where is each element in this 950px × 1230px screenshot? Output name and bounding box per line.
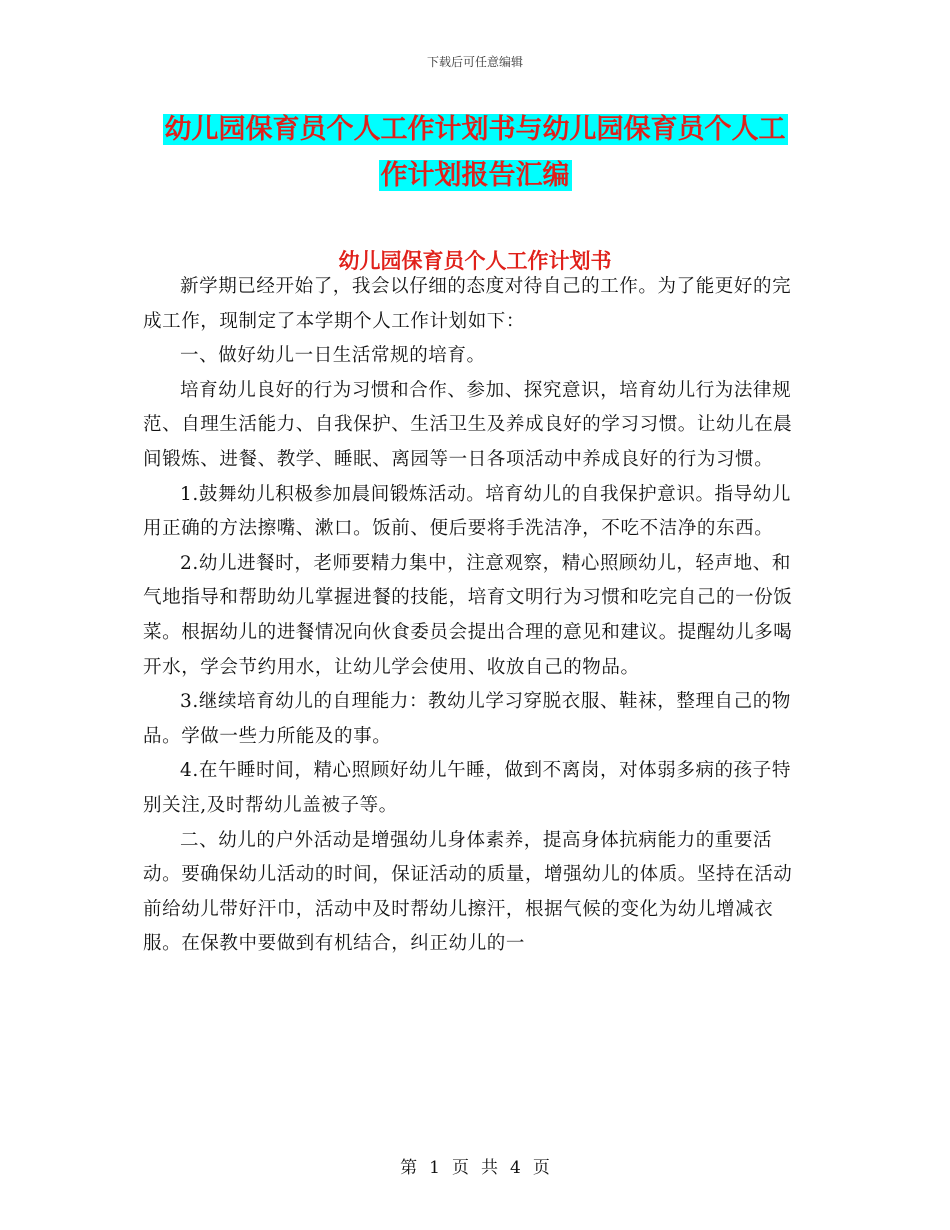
footer-label-total: 共 <box>481 1158 498 1178</box>
title-text-1: 幼儿园保育员个人工作计划书与幼儿园保育员个人工 <box>164 114 786 145</box>
section-title: 幼儿园保育员个人工作计划书 <box>338 248 612 273</box>
paragraph: 培育幼儿良好的行为习惯和合作、参加、探究意识，培育幼儿行为法律规范、自理生活能力、自我保护、生活卫生及养成良好的学习习惯。让幼儿在晨间锻炼、进餐、教学、睡眠、离园等一日各项活动中养成良好的行为习惯。 <box>143 379 793 470</box>
paragraph: 2.幼儿进餐时，老师要精力集中，注意观察，精心照顾幼儿，轻声地、和气地指导和帮助幼儿掌握进餐的技能，培育文明行为习惯和吃完自己的一份饭菜。根据幼儿的进餐情况向伙食委员会提出合理的意见和建议。提醒幼儿多喝开水，学会节约用水，让幼儿学会使用、收放自己的物品。 <box>143 552 793 678</box>
paragraph: 新学期已经开始了，我会以仔细的态度对待自己的工作。为了能更好的完成工作，现制定了本学期个人工作计划如下： <box>143 276 792 332</box>
title-text-2: 作计划报告汇编 <box>380 160 570 191</box>
footer-label-unit-2: 页 <box>532 1158 550 1178</box>
footer-total-pages: 4 <box>510 1158 521 1178</box>
page-footer <box>0 1153 950 1178</box>
document-title-line-2 <box>0 158 950 194</box>
document-body <box>143 270 798 962</box>
paragraph: 4.在午睡时间，精心照顾好幼儿午睡，做到不离岗，对体弱多病的孩子特别关注,及时帮幼儿盖被子等。 <box>143 760 791 816</box>
paragraph: 1.鼓舞幼儿积极参加晨间锻炼活动。培育幼儿的自我保护意识。指导幼儿用正确的方法擦嘴、漱口。饭前、便后要将手洗洁净，不吃不洁净的东西。 <box>143 483 791 540</box>
footer-label-page: 第 <box>400 1158 418 1178</box>
paragraph: 二、幼儿的户外活动是增强幼儿身体素养，提高身体抗病能力的重要活动。要确保幼儿活动的时间，保证活动的质量，增强幼儿的体质。坚持在活动前给幼儿带好汗巾，活动中及时帮幼儿擦汗，根据气候的变化为幼儿增减衣服。在保教中要做到有机结合，纠正幼儿的一 <box>143 829 793 955</box>
footer-current-page: 1 <box>429 1158 440 1178</box>
paragraph: 一、做好幼儿一日生活常规的培育。 <box>180 345 486 367</box>
page-header-note: 下载后可任意编辑 <box>426 55 523 69</box>
document-title-line-1 <box>0 112 950 148</box>
footer-label-unit: 页 <box>452 1158 469 1178</box>
paragraph: 3.继续培育幼儿的自理能力：教幼儿学习穿脱衣服、鞋袜，整理自己的物品。学做一些力所能及的事。 <box>143 691 791 747</box>
